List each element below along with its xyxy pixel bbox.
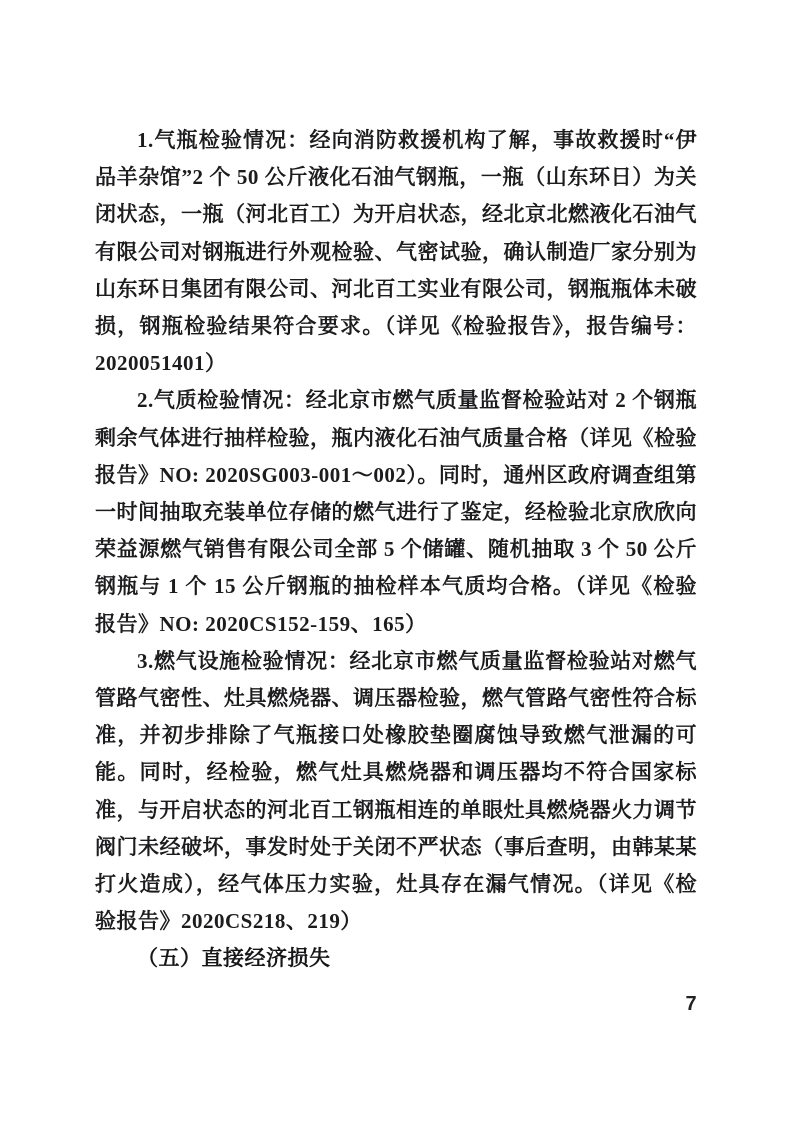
paragraph-gas-quality-inspection: 2.气质检验情况：经北京市燃气质量监督检验站对 2 个钢瓶剩余气体进行抽样检验，瓶内液化石油气质量合格（详见《检验报告》NO: 2020SG003-001～002）。同时，通州区政府调查组第一时间抽取充装单位存储的燃气进行了鉴定，经检验北京欣欣向荣益源燃气销售有限公司全部 5 个储罐、随机抽取 3 个 50 公斤钢瓶与 1 个 15 公斤钢瓶的抽检样本气质均合格。（详见《检验报告》NO: 2020CS152-159、165）	[95, 388, 697, 636]
section-heading-direct-economic-loss: （五）直接经济损失	[137, 946, 331, 971]
paragraph-gas-facility-inspection: 3.燃气设施检验情况：经北京市燃气质量监督检验站对燃气管路气密性、灶具燃烧器、调压器检验，燃气管路气密性符合标准，并初步排除了气瓶接口处橡胶垫圈腐蚀导致燃气泄漏的可能。同时，经检验，燃气灶具燃烧器和调压器均不符合国家标准，与开启状态的河北百工钢瓶相连的单眼灶具燃烧器火力调节阀门未经破坏，事发时处于关闭不严状态（事后查明，由韩某某打火造成），经气体压力实验，灶具存在漏气情况。（详见《检验报告》2020CS218、219）	[95, 648, 697, 934]
document-body	[95, 122, 697, 978]
page-number: 7	[685, 993, 697, 1015]
paragraph-cylinder-inspection: 1.气瓶检验情况：经向消防救援机构了解，事故救援时“伊品羊杂馆”2 个 50 公斤液化石油气钢瓶，一瓶（山东环日）为关闭状态，一瓶（河北百工）为开启状态，经北京北燃液化石油气有限公司对钢瓶进行外观检验、气密试验，确认制造厂家分别为山东环日集团有限公司、河北百工实业有限公司，钢瓶瓶体未破损，钢瓶检验结果符合要求。（详见《检验报告》，报告编号：2020051401）	[95, 128, 697, 376]
